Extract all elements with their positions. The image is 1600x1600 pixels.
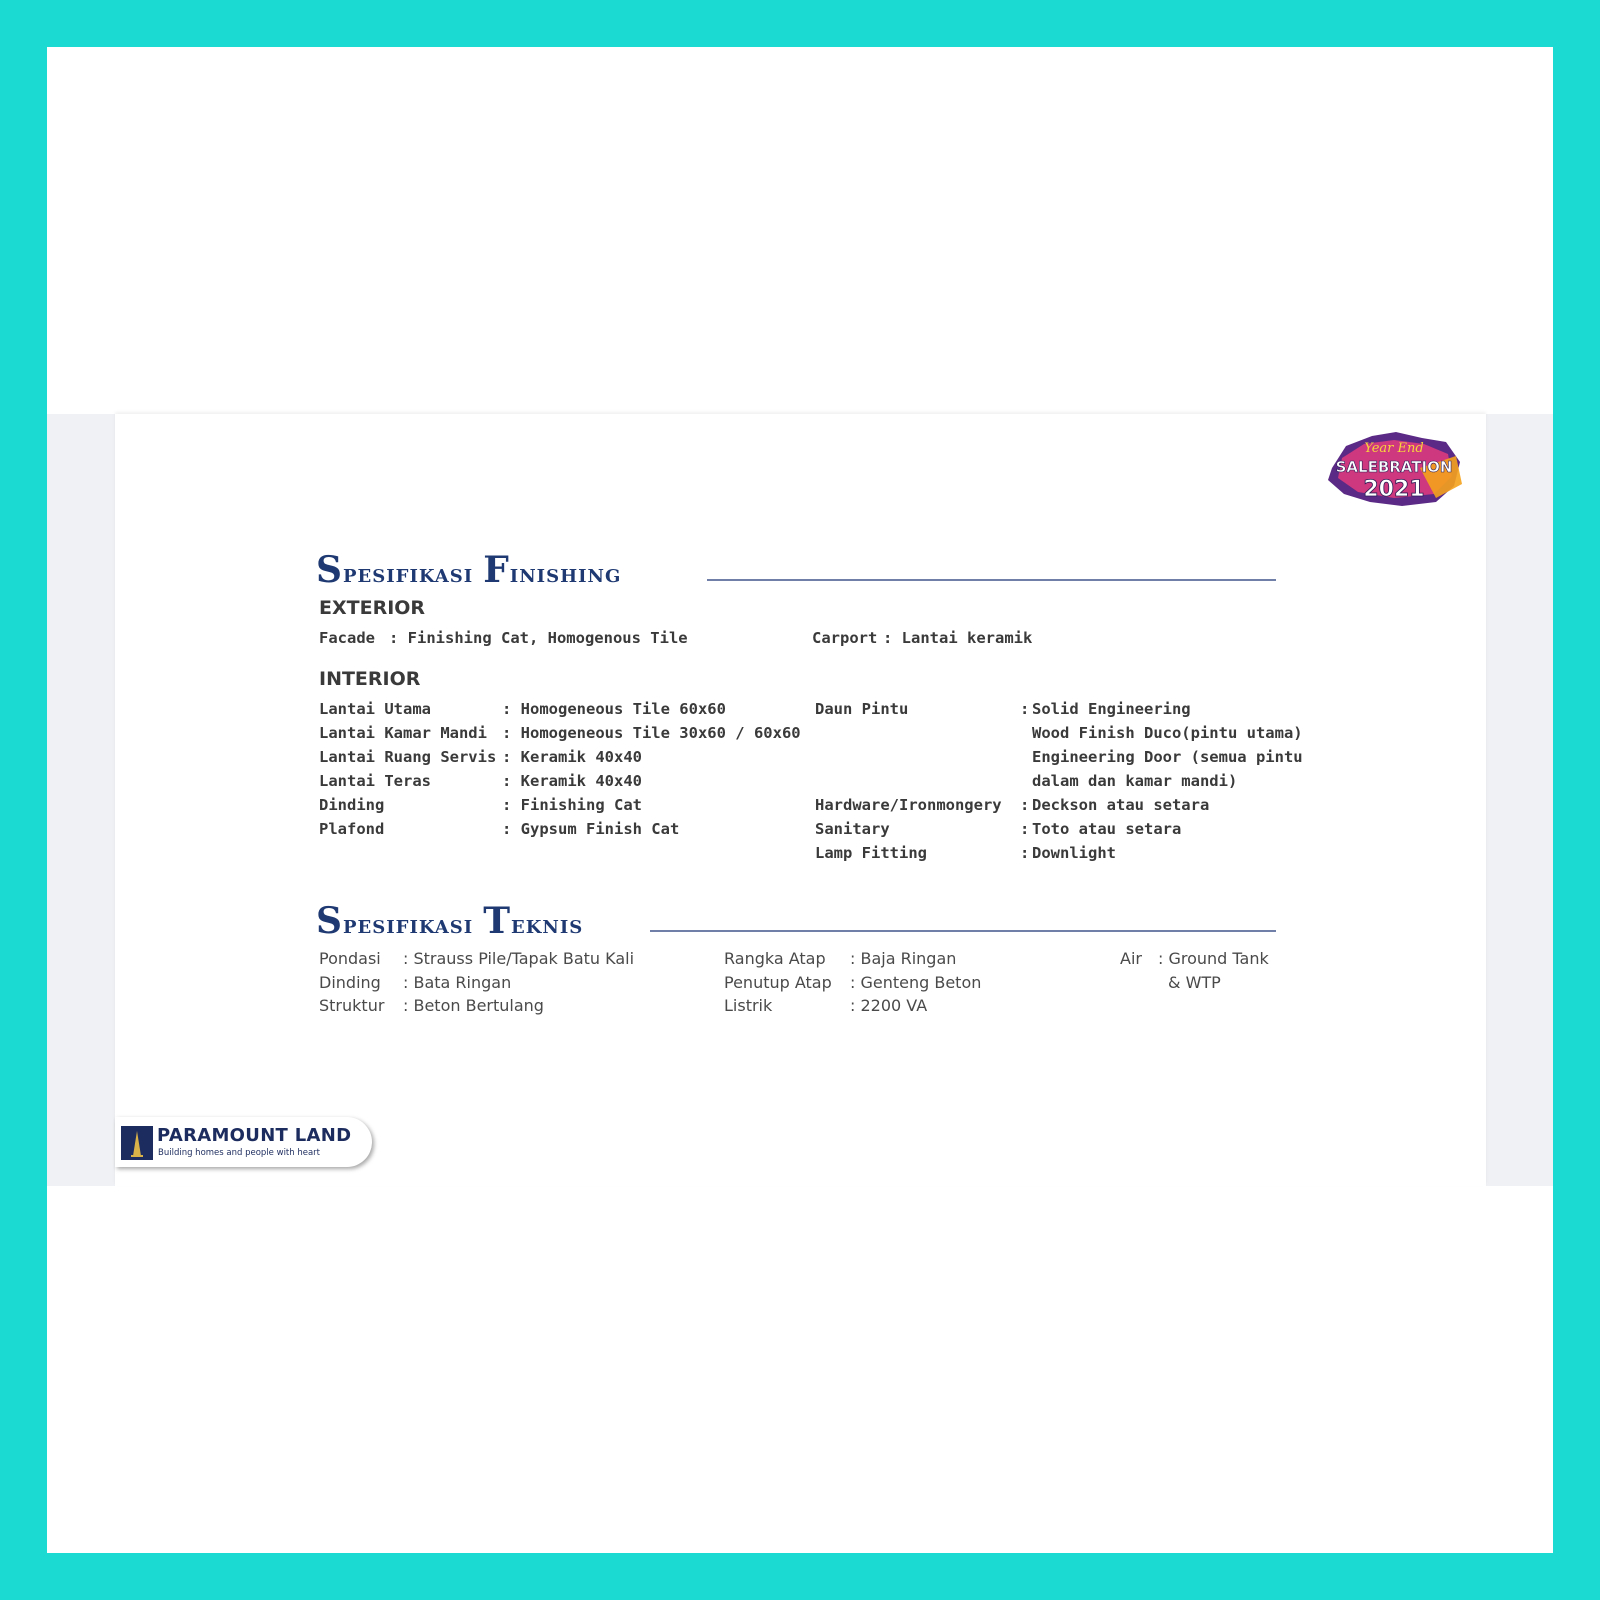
teknis-heading: Spesifikasi Teknis	[316, 900, 584, 942]
logo-name: PARAMOUNT LAND	[157, 1125, 352, 1146]
interior-right-label: Hardware/Ironmongery	[815, 796, 1002, 814]
teknis-label: Dinding	[319, 973, 381, 992]
interior-left-value: : Gypsum Finish Cat	[502, 820, 680, 838]
interior-left-label: Lantai Teras	[319, 772, 431, 790]
paramount-land-logo	[115, 1117, 372, 1167]
badge-year: 2021	[1363, 477, 1425, 502]
interior-left-value: : Finishing Cat	[502, 796, 642, 814]
interior-left-label: Lantai Utama	[319, 700, 431, 718]
teknis-value: : Bata Ringan	[403, 973, 512, 992]
interior-left-value: : Keramik 40x40	[502, 748, 642, 766]
daun-pintu-colon: :	[1020, 700, 1030, 718]
interior-left-value: : Keramik 40x40	[502, 772, 642, 790]
facade-label: Facade	[319, 629, 375, 647]
teknis-label: Pondasi	[319, 949, 381, 968]
interior-label: INTERIOR	[319, 668, 421, 690]
daun-pintu-line: Solid Engineering	[1032, 700, 1191, 718]
badge-script: Year End	[1364, 441, 1424, 456]
daun-pintu-line: Engineering Door (semua pintu	[1032, 748, 1303, 766]
facade-value: : Finishing Cat, Homogenous Tile	[389, 629, 688, 647]
teknis-value: : Genteng Beton	[850, 973, 982, 992]
logo-mark-icon	[121, 1126, 153, 1160]
interior-right-colon: :	[1020, 796, 1030, 814]
interior-right-colon: :	[1020, 844, 1030, 862]
daun-pintu-label: Daun Pintu	[815, 700, 909, 718]
teknis-value: : Baja Ringan	[850, 949, 957, 968]
interior-right-label: Sanitary	[815, 820, 890, 838]
teknis-value: : 2200 VA	[850, 996, 928, 1015]
interior-right-value: Downlight	[1032, 844, 1116, 862]
interior-left-label: Lantai Ruang Servis	[319, 748, 497, 766]
interior-right-label: Lamp Fitting	[815, 844, 927, 862]
daun-pintu-line: Wood Finish Duco(pintu utama)	[1032, 724, 1303, 742]
interior-left-value: : Homogeneous Tile 30x60 / 60x60	[502, 724, 801, 742]
daun-pintu-line: dalam dan kamar mandi)	[1032, 772, 1238, 790]
interior-right-value: Toto atau setara	[1032, 820, 1182, 838]
interior-left-label: Dinding	[319, 796, 385, 814]
interior-right-value: Deckson atau setara	[1032, 796, 1210, 814]
teknis-label: Air	[1120, 949, 1142, 968]
teknis-value: : Beton Bertulang	[403, 996, 544, 1015]
exterior-label: EXTERIOR	[319, 597, 426, 619]
interior-left-value: : Homogeneous Tile 60x60	[502, 700, 726, 718]
finishing-heading: Spesifikasi Finishing	[316, 549, 622, 591]
interior-left-label: Lantai Kamar Mandi	[319, 724, 487, 742]
teknis-label: Rangka Atap	[724, 949, 826, 968]
teknis-label: Struktur	[319, 996, 385, 1015]
teknis-rule	[650, 930, 1276, 932]
salebration-badge	[1324, 428, 1464, 508]
logo-tagline: Building homes and people with heart	[158, 1148, 321, 1158]
interior-left-label: Plafond	[319, 820, 385, 838]
teknis-label: Penutup Atap	[724, 973, 832, 992]
finishing-rule	[707, 579, 1276, 581]
teknis-value: : Strauss Pile/Tapak Batu Kali	[403, 949, 635, 968]
interior-right-colon: :	[1020, 820, 1030, 838]
carport-value: : Lantai keramik	[883, 629, 1033, 647]
teknis-value: : Ground Tank	[1158, 949, 1269, 968]
badge-word: SALEBRATION	[1335, 458, 1453, 476]
carport-label: Carport	[812, 629, 878, 647]
teknis-label: Listrik	[724, 996, 773, 1015]
teknis-value: & WTP	[1168, 973, 1221, 992]
